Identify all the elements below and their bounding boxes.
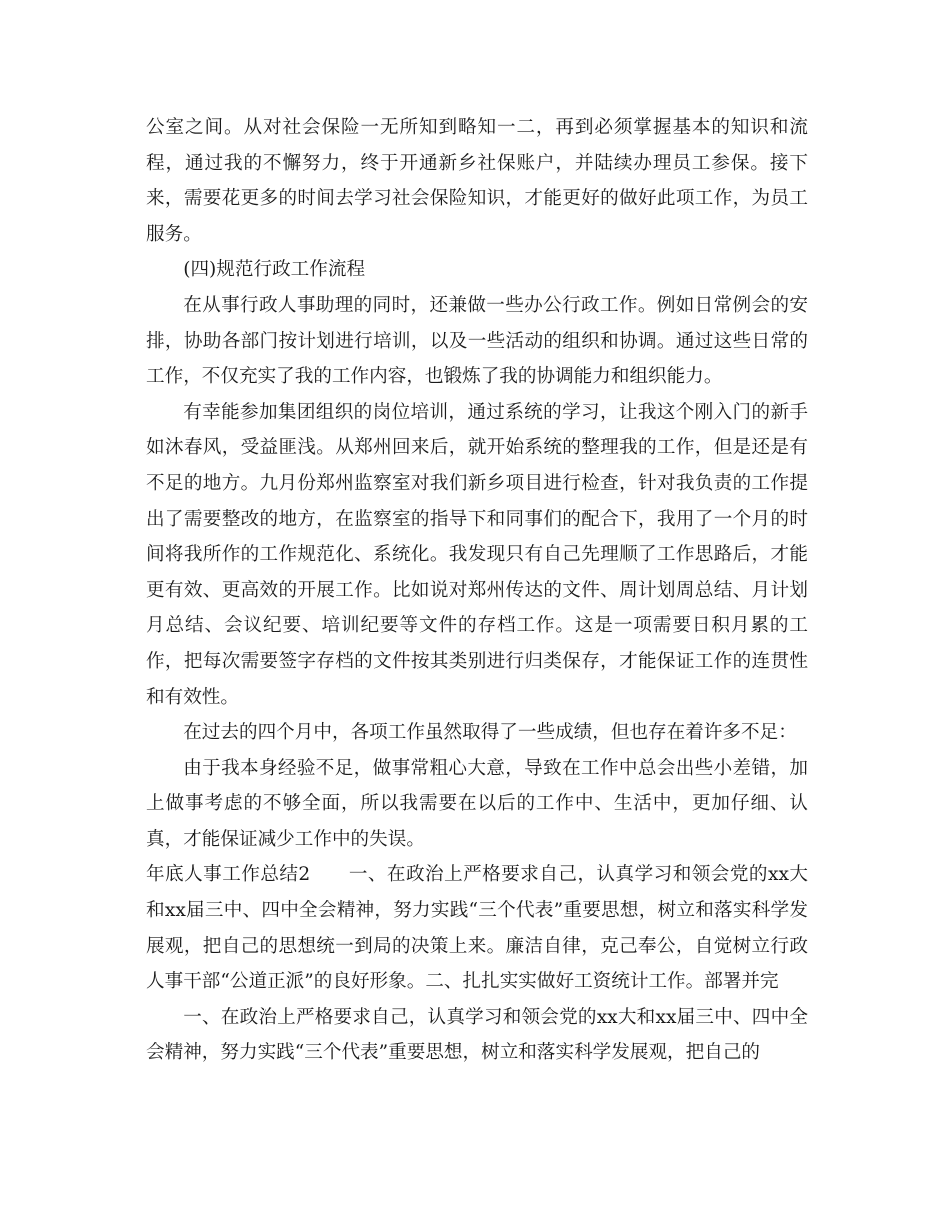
paragraph-shortcomings-intro: 在过去的四个月中，各项工作虽然取得了一些成绩，但也存在着许多不足：: [183, 722, 797, 744]
paragraph-social-insurance: 公室之间。从对社会保险一无所知到略知一二，再到必须掌握基本的知识和流程，通过我的不懈努力，终于开通新乡社保账户，并陆续办理员工参保。接下来，需要花更多的时间去学习社会保险知识，才能更好的做好此项工作，为员工服务。: [146, 117, 808, 245]
section-heading-admin-process: (四)规范行政工作流程: [183, 259, 366, 281]
paragraph-admin-work: 在从事行政人事助理的同时，还兼做一些办公行政工作。例如日常例会的安排，协助各部门按计划进行培训，以及一些活动的组织和协调。通过这些日常的工作，不仅充实了我的工作内容，也锻炼了我的协调能力和组织能力。: [146, 294, 808, 388]
paragraph-summary-2-heading: 年底人事工作总结2 一、在政治上严格要求自己，认真学习和领会党的xx大和xx届三中、四中全会精神，努力实践“三个代表”重要思想，树立和落实科学发展观，把自己的思想统一到局的决策上来。廉洁自律，克己奉公，自觉树立行政人事干部“公道正派”的良好形象。二、扎扎实实做好工资统计工作。部署并完: [146, 864, 808, 993]
paragraph-summary-2-body: 一、在政治上严格要求自己，认真学习和领会党的xx大和xx届三中、四中全会精神，努力实践“三个代表”重要思想，树立和落实科学发展观，把自己的: [146, 1006, 808, 1064]
document-body: [146, 110, 808, 1071]
paragraph-training: 有幸能参加集团组织的岗位培训，通过系统的学习，让我这个刚入门的新手如沐春风，受益匪浅。从郑州回来后，就开始系统的整理我的工作，但是还是有不足的地方。九月份郑州监察室对我们新乡项目进行检查，针对我负责的工作提出了需要整改的地方，在监察室的指导下和同事们的配合下，我用了一个月的时间将我所作的工作规范化、系统化。我发现只有自己先理顺了工作思路后，才能更有效、更高效的开展工作。比如说对郑州传达的文件、周计划周总结、月计划月总结、会议纪要、培训纪要等文件的存档工作。这是一项需要日积月累的工作，把每次需要签字存档的文件按其类别进行归类保存，才能保证工作的连贯性和有效性。: [146, 401, 808, 708]
paragraph-shortcomings-detail: 由于我本身经验不足，做事常粗心大意，导致在工作中总会出些小差错，加上做事考虑的不够全面，所以我需要在以后的工作中、生活中，更加仔细、认真，才能保证减少工作中的失误。: [146, 757, 808, 850]
